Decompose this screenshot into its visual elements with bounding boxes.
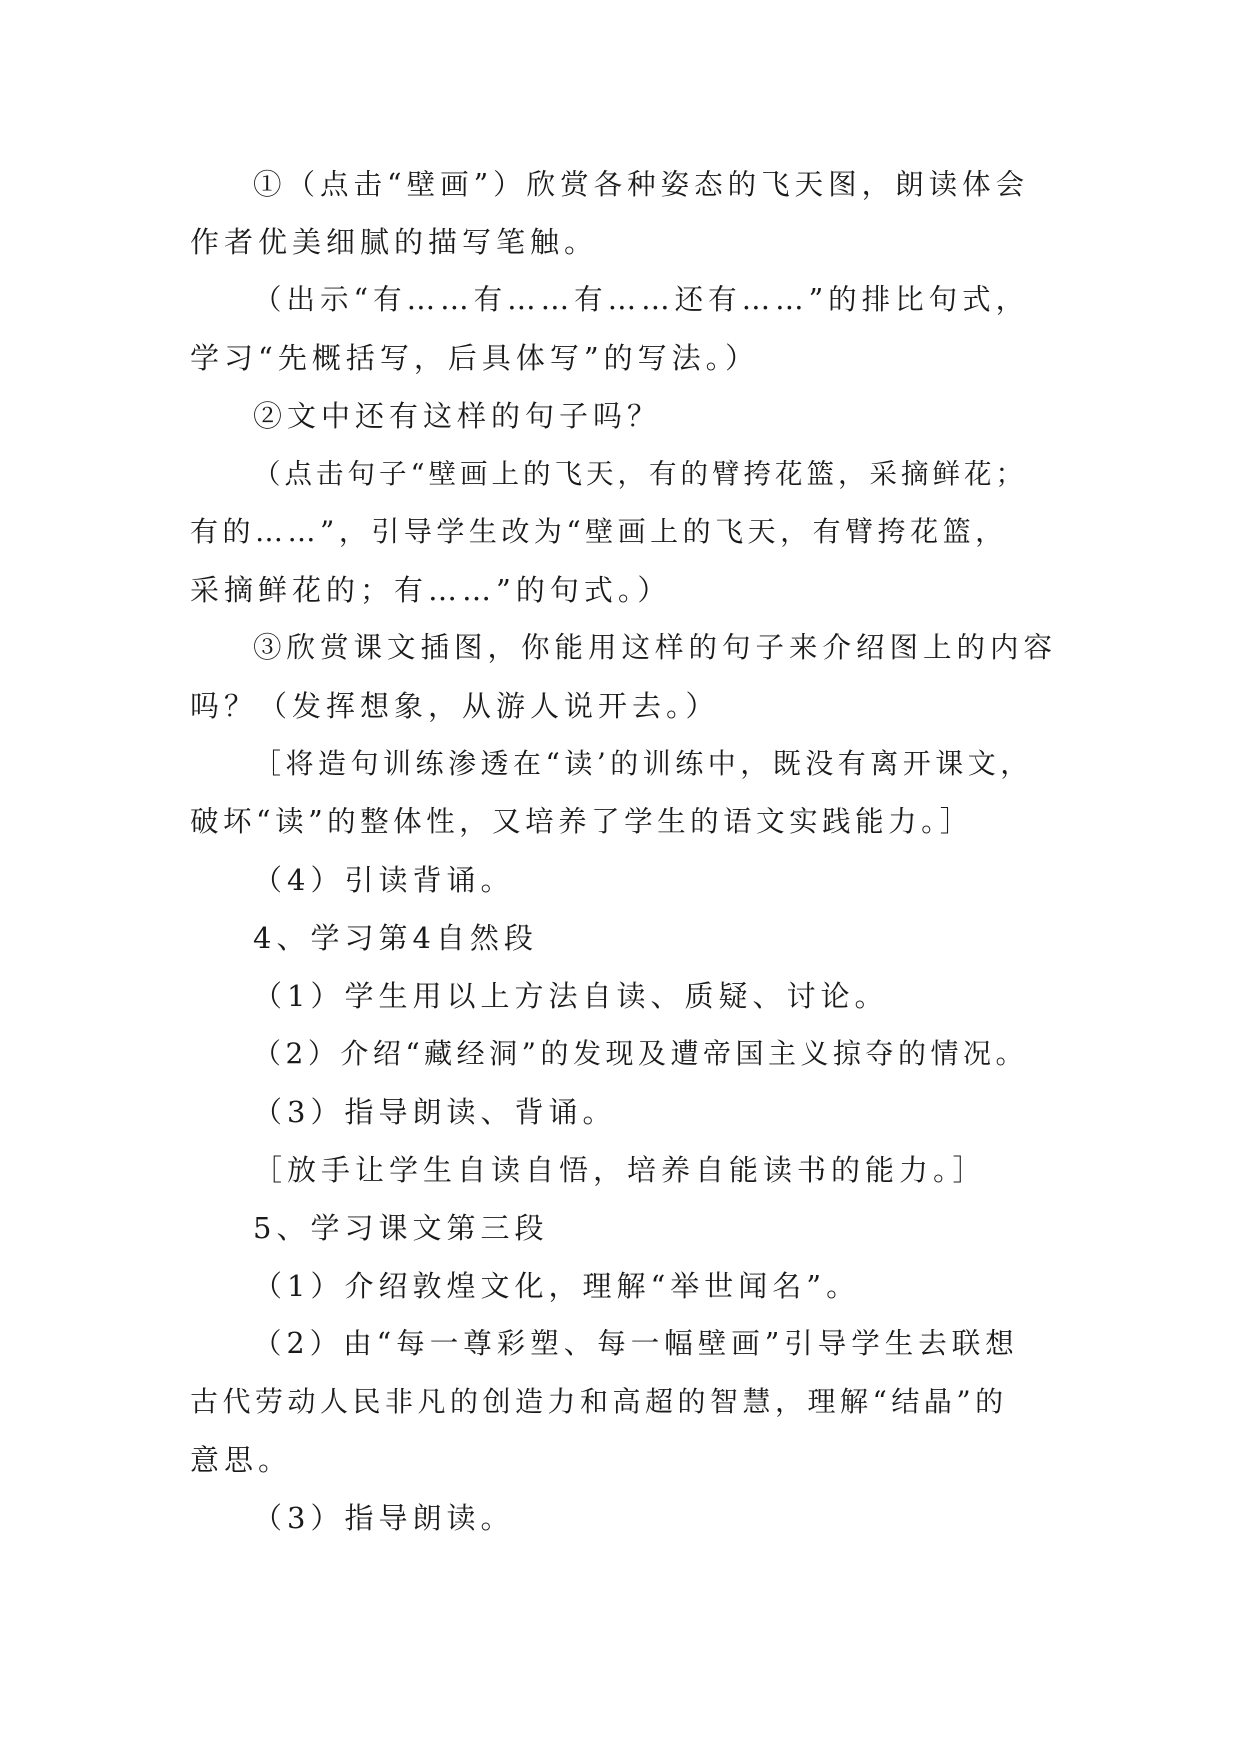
- paragraph-line: ③欣赏课文插图，你能用这样的句子来介绍图上的内容: [253, 631, 1058, 664]
- paragraph-line: （4）引读背诵。: [253, 863, 515, 897]
- paragraph-line: 学习“先概括写，后具体写”的写法。）: [190, 341, 760, 375]
- paragraph-line: （3）指导朗读。: [253, 1501, 515, 1535]
- paragraph-line: （2）介绍“藏经洞”的发现及遭帝国主义掠夺的情况。: [253, 1037, 1028, 1070]
- paragraph-line: 吗？（发挥想象，从游人说开去。）: [190, 689, 720, 723]
- paragraph-line: （3）指导朗读、背诵。: [253, 1095, 617, 1129]
- paragraph-line: 采摘鲜花的；有……”的句式。）: [190, 573, 672, 607]
- paragraph-line: ［放手让学生自读自悟，培养自能读书的能力。］: [253, 1153, 987, 1187]
- section-heading: 4、学习第4自然段: [253, 921, 538, 955]
- paragraph-line: （点击句子“壁画上的飞天，有的臂挎花篮，采摘鲜花；: [253, 458, 1028, 490]
- paragraph-line: 作者优美细腻的描写笔触。: [190, 225, 599, 259]
- paragraph-line: ［将造句训练渗透在“读’的训练中，既没有离开课文，: [253, 747, 1033, 780]
- paragraph-line: （2）由“每一尊彩塑、每一幅壁画”引导学生去联想: [253, 1327, 1019, 1360]
- paragraph-line: 古代劳动人民非凡的创造力和高超的智慧，理解“结晶”的: [190, 1385, 1008, 1418]
- paragraph-line: 破坏“读”的整体性，又培养了学生的语文实践能力。］: [190, 805, 973, 838]
- paragraph-line: （1）介绍敦煌文化，理解“举世闻名”。: [253, 1269, 861, 1303]
- paragraph-line: （出示“有……有……有……还有……”的排比句式，: [253, 283, 1030, 316]
- paragraph-line: ②文中还有这样的句子吗？: [253, 399, 662, 433]
- paragraph-line: 意思。: [190, 1443, 293, 1477]
- paragraph-line: 有的……”，引导学生改为“壁画上的飞天，有臂挎花篮，: [190, 515, 1008, 548]
- section-heading: 5、学习课文第三段: [253, 1211, 549, 1245]
- paragraph-line: （1）学生用以上方法自读、质疑、讨论。: [253, 979, 889, 1013]
- paragraph-line: ①（点击“壁画”）欣赏各种姿态的飞天图，朗读体会: [253, 168, 1030, 201]
